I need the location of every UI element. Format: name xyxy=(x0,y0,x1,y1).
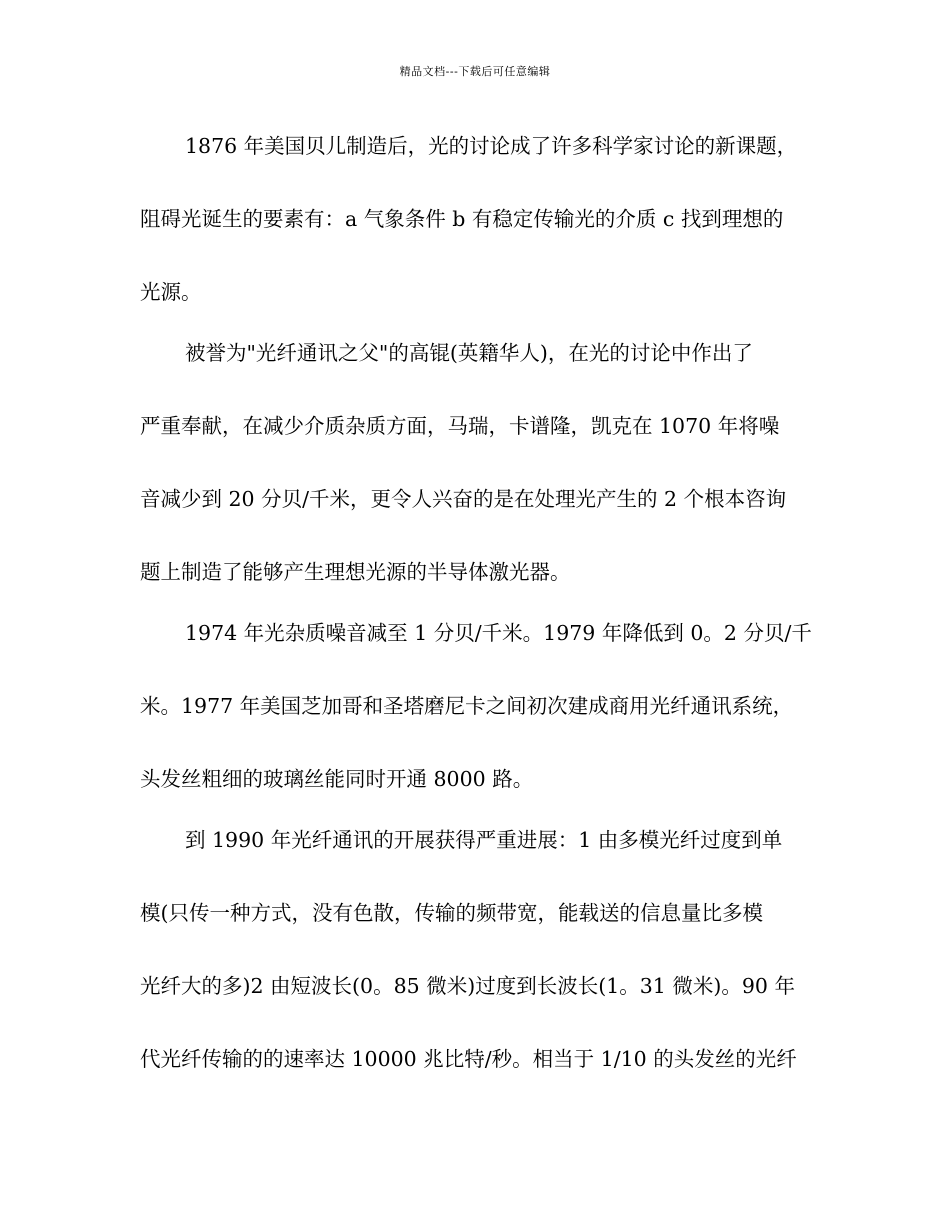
body-text-line: 题上制造了能够产生理想光源的半导体激光器。 xyxy=(140,560,571,584)
body-text-line: 代光纤传输的的速率达 10000 兆比特/秒。相当于 1/10 的头发丝的光纤 xyxy=(140,1047,797,1071)
body-text-line: 被誉为"光纤通讯之父"的高锟(英籍华人)，在光的讨论中作出了 xyxy=(185,341,753,365)
body-text-line: 光源。 xyxy=(140,280,202,304)
body-text-line: 到 1990 年光纤通讯的开展获得严重进展：1 由多模光纤过度到单 xyxy=(185,828,783,852)
body-text-line: 模(只传一种方式，没有色散，传输的频带宽，能载送的信息量比多模 xyxy=(140,901,763,925)
body-text-line: 阻碍光诞生的要素有：a 气象条件 b 有稳定传输光的介质 c 找到理想的 xyxy=(140,207,784,231)
body-text-line: 米。1977 年美国芝加哥和圣塔磨尼卡之间初次建成商用光纤通讯系统， xyxy=(140,694,794,718)
body-text-line: 头发丝粗细的玻璃丝能同时开通 8000 路。 xyxy=(140,767,534,791)
body-text-line: 1876 年美国贝儿制造后，光的讨论成了许多科学家讨论的新课题， xyxy=(185,134,798,158)
body-text-line: 光纤大的多)2 由短波长(0。85 微米)过度到长波长(1。31 微米)。90 年 xyxy=(140,974,795,998)
body-text-line: 音减少到 20 分贝/千米，更令人兴奋的是在处理光产生的 2 个根本咨询 xyxy=(140,487,787,511)
page-header: 精品文档---下载后可任意编辑 xyxy=(399,65,551,78)
body-text-line: 1974 年光杂质噪音减至 1 分贝/千米。1979 年降低到 0。2 分贝/千 xyxy=(185,621,812,645)
body-text-line: 严重奉献，在减少介质杂质方面，马瑞，卡谱隆，凯克在 1070 年将噪 xyxy=(140,414,780,438)
